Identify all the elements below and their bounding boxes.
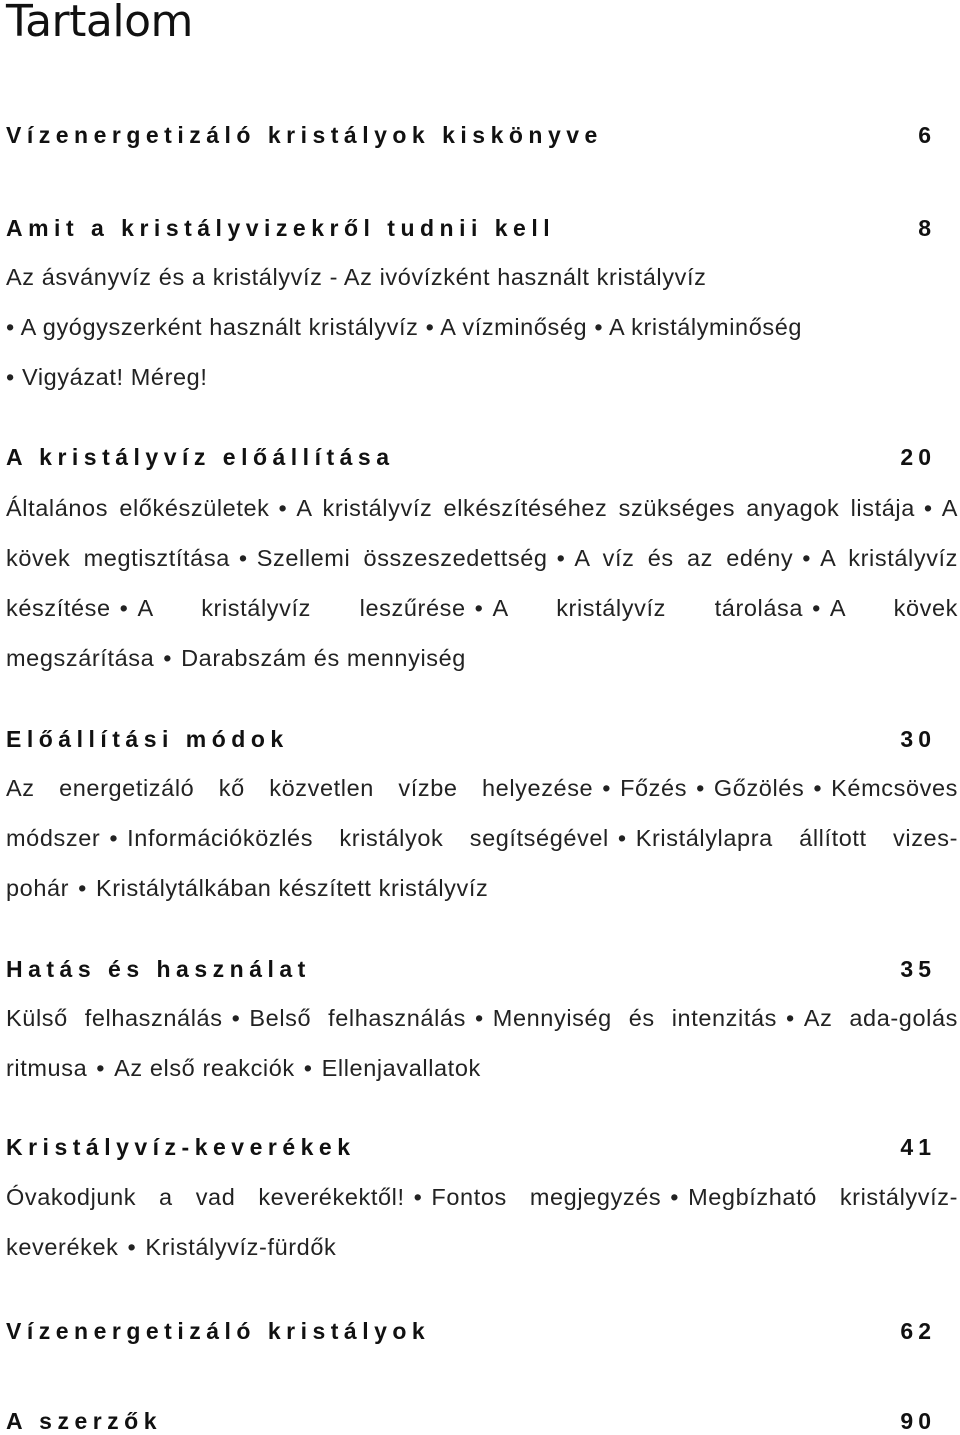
toc-item: Főzés (620, 775, 688, 801)
toc-heading (6, 726, 936, 753)
toc-item: Mennyiség és intenzitás (492, 1005, 777, 1031)
toc-page-number: 62 (900, 1318, 936, 1344)
toc-item: A kövek megszárítása (6, 595, 958, 671)
toc-item: Általános előkészületek (6, 495, 270, 521)
page-title: Tartalom (6, 0, 193, 47)
toc-item: A kristályvíz leszűrése (137, 595, 466, 621)
toc-item-list (6, 1172, 958, 1272)
toc-heading (6, 122, 936, 149)
toc-page-number: 8 (918, 215, 936, 241)
toc-heading (6, 956, 936, 983)
toc-heading (6, 1134, 936, 1161)
toc-page-number: 6 (918, 122, 936, 148)
toc-item: A kristályvíz elkészítéséhez szükséges anyagok listája (296, 495, 915, 521)
bullet-icon: • (813, 775, 823, 801)
bullet-icon: • (109, 825, 119, 851)
bullet-icon: • (303, 1055, 313, 1081)
toc-item: Az ada-golás ritmusa (6, 1005, 958, 1081)
toc-item: A gyógyszerként használt kristályvíz (20, 314, 419, 340)
bullet-icon: • (6, 314, 15, 340)
toc-item: Kristályvíz-fürdők (145, 1234, 337, 1260)
bullet-icon: • (96, 1055, 106, 1081)
toc-item: A kristályvíz tárolása (492, 595, 804, 621)
bullet-icon: • (278, 495, 288, 521)
toc-item: Az energetizáló kő közvetlen vízbe helyezése (6, 775, 594, 801)
bullet-icon: • (602, 775, 612, 801)
bullet-icon: • (474, 1005, 484, 1031)
bullet-icon: • (617, 825, 627, 851)
toc-item: Óvakodjunk a vad keverékektől! (6, 1184, 405, 1210)
toc-item: Vigyázat! Méreg! (21, 364, 208, 390)
bullet-icon: • (231, 1005, 241, 1031)
toc-item: A kövek megtisztítása (6, 495, 958, 571)
bullet-icon: • (474, 595, 484, 621)
bullet-icon: • (923, 495, 933, 521)
toc-heading-title: A kristályvíz előállítása (6, 444, 395, 470)
toc-page-number: 30 (900, 726, 936, 752)
toc-item: Darabszám és mennyiség (181, 645, 466, 671)
toc-heading (6, 215, 936, 242)
toc-item: A vízminőség (440, 314, 588, 340)
toc-page-number: 20 (900, 444, 936, 470)
toc-heading-title: Kristályvíz-keverékek (6, 1134, 356, 1160)
toc-item-list (6, 993, 958, 1093)
toc-heading-title: Amit a kristályvizekről tudnii kell (6, 215, 556, 241)
bullet-icon: • (594, 314, 604, 340)
bullet-icon: • (413, 1184, 423, 1210)
toc-heading (6, 444, 936, 471)
toc-item: A kristályminőség (609, 314, 803, 340)
toc-page-number: 41 (900, 1134, 936, 1160)
toc-heading-title: A szerzők (6, 1408, 163, 1434)
bullet-icon: • (238, 545, 248, 571)
toc-item: Az első reakciók (114, 1055, 295, 1081)
bullet-icon: • (670, 1184, 680, 1210)
toc-heading-title: Hatás és használat (6, 956, 311, 982)
toc-page-number: 35 (900, 956, 936, 982)
bullet-icon: • (78, 875, 87, 901)
toc-item: Ellenjavallatok (321, 1055, 481, 1081)
bullet-icon: • (127, 1234, 137, 1260)
bullet-icon: • (556, 545, 566, 571)
toc-heading-title: Vízenergetizáló kristályok kiskönyve (6, 122, 603, 148)
bullet-icon: • (425, 314, 435, 340)
toc-item: Gőzölés (713, 775, 805, 801)
toc-item: Kristálylapra állított vizes-pohár (6, 825, 958, 901)
bullet-icon: • (6, 364, 15, 390)
bullet-icon: • (119, 595, 129, 621)
toc-item: A kristályvíz készítése (6, 545, 959, 621)
toc-item: Külső felhasználás (6, 1005, 223, 1031)
bullet-icon: • (812, 595, 821, 621)
bullet-icon: • (785, 1005, 795, 1031)
toc-item: A víz és az edény (574, 545, 794, 571)
toc-page-number: 90 (900, 1408, 936, 1434)
bullet-icon: • (163, 645, 173, 671)
toc-item: Kristálytálkában készített kristályvíz (95, 875, 489, 901)
toc-item: Megbízható kristályvíz-keverékek (6, 1184, 958, 1260)
toc-item: Információközlés kristályok segítségével (127, 825, 609, 851)
toc-heading-title: Előállítási módok (6, 726, 289, 752)
toc-item-list (6, 483, 958, 683)
toc-item-list (6, 252, 958, 402)
toc-item: Fontos megjegyzés (431, 1184, 662, 1210)
toc-item: Szellemi összeszedettség (256, 545, 548, 571)
toc-heading (6, 1408, 936, 1435)
toc-item-list (6, 763, 958, 913)
bullet-icon: • (802, 545, 812, 571)
toc-item: Kémcsöves módszer (6, 775, 958, 851)
toc-heading (6, 1318, 936, 1345)
bullet-icon: • (696, 775, 705, 801)
toc-item: Az ásványvíz és a kristályvíz - Az ivóvízként használt kristályvíz (6, 264, 707, 290)
toc-item: Belső felhasználás (249, 1005, 466, 1031)
toc-heading-title: Vízenergetizáló kristályok (6, 1318, 431, 1344)
